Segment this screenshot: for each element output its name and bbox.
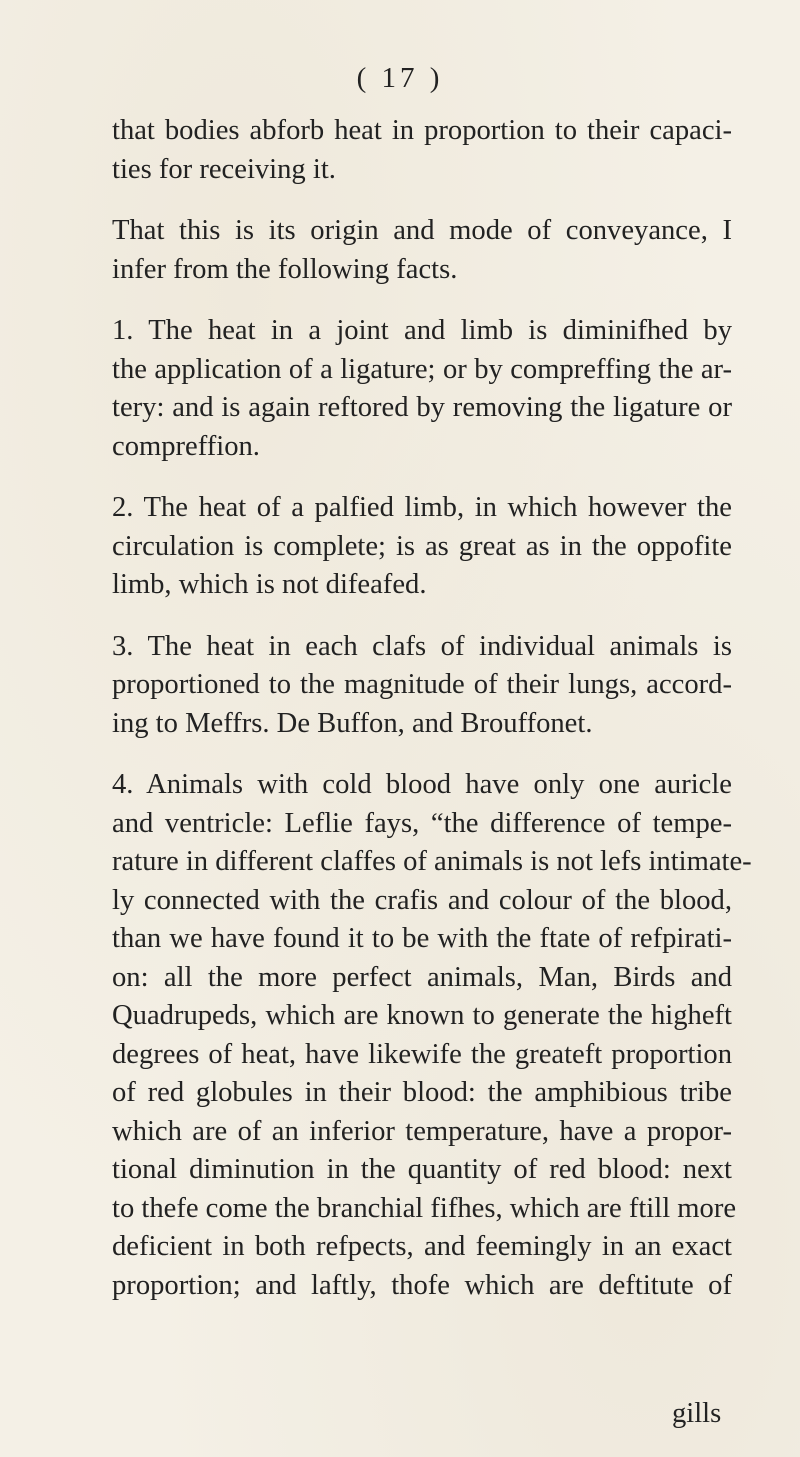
catchword: gills: [672, 1398, 722, 1429]
text-line: infer from the following facts.: [112, 253, 458, 285]
text-line: ties for receiving it.: [112, 153, 336, 185]
text-line: proportioned to the magnitude of their lungs, accord-: [112, 669, 732, 700]
text-line: than we have found it to be with the ftate of refpirati-: [112, 923, 732, 954]
text-line: compreffion.: [112, 430, 260, 462]
text-line: ly connected with the crafis and colour of the blood,: [112, 884, 732, 916]
text-line: Quadrupeds, which are known to generate the higheft: [112, 1000, 732, 1031]
text-line: the application of a ligature; or by compreffing the ar-: [112, 353, 732, 385]
text-line: proportion; and laftly, thofe which are deftitute of: [112, 1269, 732, 1301]
page-number: ( 17 ): [356, 62, 444, 94]
paragraph-1: [112, 112, 732, 189]
text-line: degrees of heat, have likewife the greateft proportion: [112, 1038, 732, 1070]
paragraph-4: [112, 489, 732, 605]
text-line: That this is its origin and mode of conveyance, I: [112, 215, 732, 246]
text-line: which are of an inferior temperature, have a propor-: [112, 1115, 732, 1147]
text-line: tery: and is again reftored by removing the ligature or: [112, 392, 732, 423]
paragraph-2: [112, 212, 732, 289]
text-line: rature in different claffes of animals is not lefs intimate-: [112, 846, 752, 877]
body-text: [112, 112, 752, 1305]
text-line: to thefe come the branchial fifhes, which are ftill more: [112, 1192, 737, 1224]
text-line: that bodies abforb heat in proportion to their capaci-: [112, 115, 732, 146]
text-line: circulation is complete; is as great as in the oppofite: [112, 530, 732, 562]
text-line: 1. The heat in a joint and limb is diminifhed by: [112, 315, 732, 346]
paragraph-3: [112, 312, 732, 466]
paragraph-6: [112, 766, 752, 1305]
text-line: of red globules in their blood: the amphibious tribe: [112, 1077, 732, 1108]
text-line: tional diminution in the quantity of red blood: next: [112, 1154, 732, 1185]
text-line: deficient in both refpects, and feemingly in an exact: [112, 1231, 732, 1262]
text-line: 3. The heat in each clafs of individual animals is: [112, 630, 732, 662]
text-line: limb, which is not difeafed.: [112, 569, 427, 600]
text-line: ing to Meffrs. De Buffon, and Brouffonet.: [112, 707, 593, 739]
paragraph-5: [112, 628, 732, 744]
text-line: on: all the more perfect animals, Man, Birds and: [112, 961, 732, 993]
text-line: 2. The heat of a palfied limb, in which however the: [112, 492, 732, 523]
text-line: and ventricle: Leflie fays, “the difference of tempe-: [112, 807, 732, 839]
text-line: 4. Animals with cold blood have only one auricle: [112, 769, 732, 800]
